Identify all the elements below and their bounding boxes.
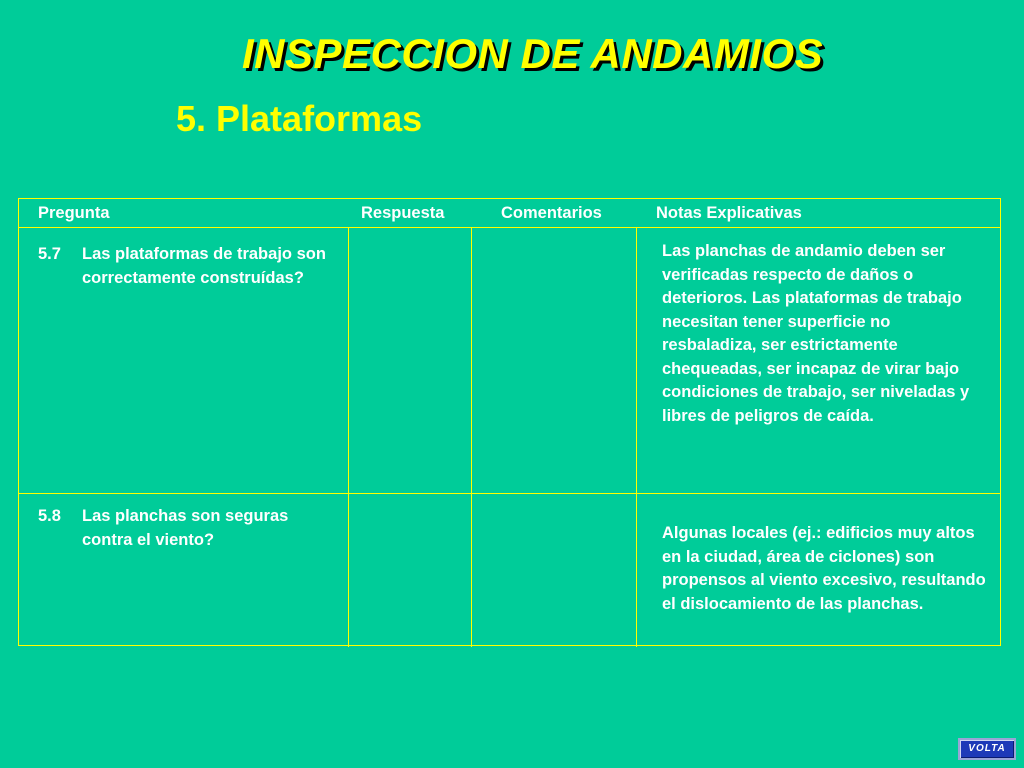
volta-button[interactable]: VOLTA [958,738,1016,760]
question-cell [38,505,343,552]
question-text: Las plataformas de trabajo son correctamente construídas? [82,245,326,287]
inspection-table [18,198,1001,646]
question-cell [38,243,343,290]
header-pregunta: Pregunta [38,204,110,222]
comentarios-cell[interactable] [472,494,636,646]
comentarios-cell[interactable] [472,228,636,493]
section-subtitle: 5. Plataformas [176,98,423,139]
column-divider [636,227,637,647]
page-title: INSPECCION DE ANDAMIOS [242,30,824,77]
header-comentarios: Comentarios [501,204,602,222]
respuesta-cell[interactable] [349,228,471,493]
nota-cell: Algunas locales (ej.: edificios muy altos en la ciudad, área de ciclones) son propensos al viento excesivo, resultando el dislocamiento de las planchas. [662,524,986,613]
header-respuesta: Respuesta [361,204,445,222]
header-notas: Notas Explicativas [656,204,802,222]
respuesta-cell[interactable] [349,494,471,646]
question-number: 5.8 [38,507,61,525]
question-number: 5.7 [38,245,61,263]
question-text: Las planchas son seguras contra el viento? [82,507,289,549]
nota-cell: Las planchas de andamio deben ser verificadas respecto de daños o deterioros. Las plataformas de trabajo necesitan tener superficie no resbaladiza, ser estrictamente chequeadas, ser incapaz de virar bajo condiciones de trabajo, ser niveladas y libres de peligros de caída. [662,242,970,425]
